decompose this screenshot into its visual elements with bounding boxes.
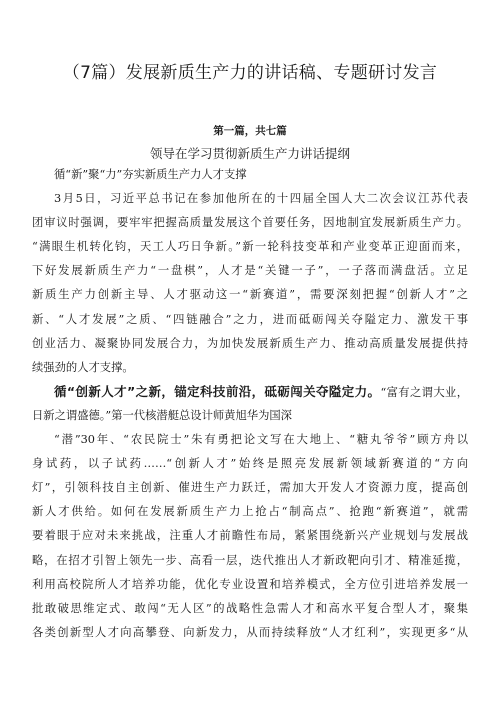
body-line: 团审议时强调，要牢牢把握高质量发展这个首要任务，因地制宜发展新质生产力。 (32, 216, 468, 230)
part-title: 领导在学习贯彻新质生产力讲话提纲 (149, 146, 350, 161)
document-body (32, 163, 468, 645)
body-line: “潜”30年、“农民院士”朱有勇把论文写在大地上、“糖丸爷爷”顾方舟以 (54, 433, 468, 447)
body-line: “满眼生机转化钧，天工人巧日争新。”新一轮科技变革和产业变革正迎面而来， (32, 240, 468, 254)
body-line: 3月5日，习近平总书记在参加他所在的十四届全国人大二次会议江苏代表 (54, 192, 468, 206)
part-label: 第一篇，共七篇 (213, 125, 287, 137)
body-line: 新、“人才发展”之质、“四链融合”之力，进而砥砺闯关夺隘定力、激发干事 (32, 312, 468, 326)
body-line: 新人才供给。如何在发展新质生产力上抢占“制高点”、抢跑“新赛道”，就需 (32, 505, 468, 519)
body-line: 下好发展新质生产力“一盘棋”，人才是“关键一子”，一子落而满盘活。立足 (32, 264, 468, 278)
body-line: 利用高校院所人才培养功能，优化专业设置和培养模式，全方位引进培养发展一 (32, 577, 468, 591)
body-line: 灯”，引领科技自主创新、催进生产力跃迁，需加大开发人才资源力度，提高创 (32, 481, 468, 495)
body-line: 要着眼于应对未来挑战，注重人才前瞻性布局，紧紧围绕新兴产业规划与发展战 (32, 529, 468, 543)
section-heading: 循“创新人才”之新，锚定科技前沿，砥砺闯关夺隘定力。 (54, 383, 381, 399)
document-title: （7篇）发展新质生产力的讲话稿、专题研讨发言 (62, 63, 438, 83)
body-line: 日新之谓盛德。”第一代核潜艇总设计师黄旭华为国深 (32, 408, 292, 422)
section-subtitle: 循“新”聚“力”夯实新质生产力人才支撑 (54, 168, 247, 181)
body-line: 续强劲的人才支撑。 (32, 360, 134, 374)
section-heading-line (32, 380, 468, 404)
body-line: 身试药，以子试药……“创新人才”始终是照亮发展新领域新赛道的“方向 (32, 457, 468, 471)
body-line: 略，在招才引智上领先一步、高看一层，迭代推出人才新政靶向引才、精准延揽， (32, 553, 468, 567)
body-text: “富有之谓大业， (380, 385, 468, 399)
body-line: 批敢破思维定式、敢闯“无人区”的战略性急需人才和高水平复合型人才，聚集 (32, 601, 468, 615)
body-line: 各类创新型人才向高攀登、向新发力，从而持续释放“人才红利”，实现更多“从 (32, 625, 468, 639)
body-line: 新质生产力创新主导、人才驱动这一“新赛道”，需要深刻把握“创新人才”之 (32, 288, 468, 302)
body-line: 创业活力、凝聚协同发展合力，为加快发展新质生产力、推动高质量发展提供持 (32, 336, 468, 350)
